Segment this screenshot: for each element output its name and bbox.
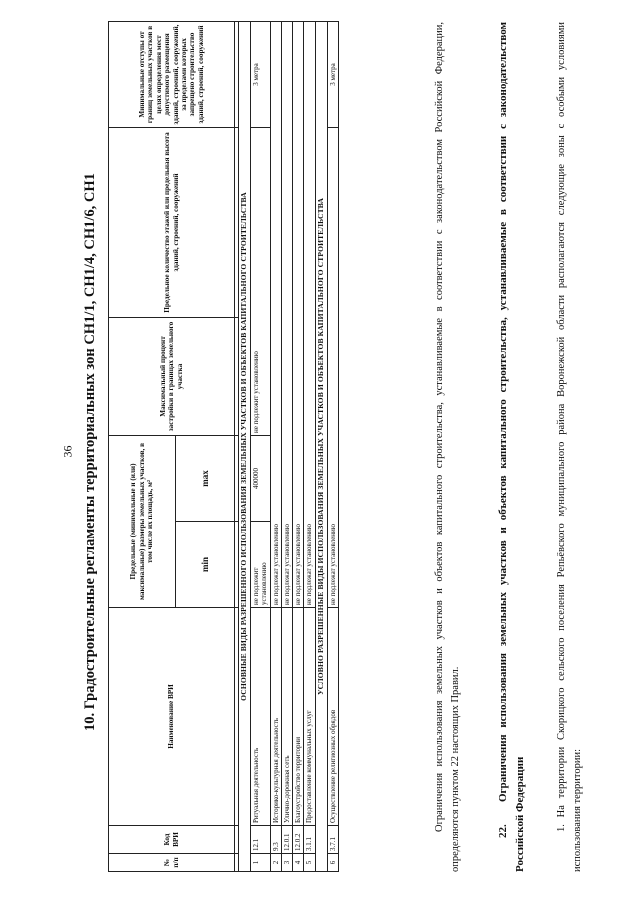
cell-setback: 3 метра (327, 21, 338, 127)
section-22-text: Ограничения использования земельных участков и объектов капитального строительства, устанавливаемые в соответствии с законодательством Российской Федерации (497, 22, 527, 872)
page-title: 10. Градостроительные регламенты территориальных зон СН1/1, СН1/4, СН1/6, СН1 (82, 173, 98, 731)
cell-min: не подлежит установлению (251, 522, 271, 608)
paragraph-restrictions: Ограничения использования земельных участков и объектов капитального строительства, устанавливаемые в соответствии с законодательством Российской Федерации, определяются пунктом 22 настоящих Правил. (434, 22, 462, 872)
table-row (304, 21, 315, 871)
header-code: Код ВРИ (109, 826, 235, 854)
section-row-conditional (315, 21, 327, 871)
section-heading-main: ОСНОВНЫЕ ВИДЫ РАЗРЕШЕННОГО ИСПОЛЬЗОВАНИЯ ЗЕМЕЛЬНЫХ УЧАСТКОВ И ОБЪЕКТОВ КАПИТАЛЬНОГО СТРОИТЕЛЬСТВА (239, 21, 251, 871)
cell-code: 12.0.2 (293, 826, 304, 854)
cell-code: 12.0.1 (281, 826, 292, 854)
table-row (251, 21, 271, 871)
cell-max: 400000 (251, 435, 271, 521)
cell-setback: 3 метра (251, 21, 271, 127)
table-header-row (109, 21, 176, 871)
regulations-table (108, 21, 339, 872)
cell-code: 3.1.1 (304, 826, 315, 854)
header-floors: Предельное количество этажей или предельная высота зданий, строений, сооружений (109, 127, 235, 317)
cell-code: 12.1 (251, 826, 271, 854)
header-name: Наименование ВРИ (109, 608, 235, 826)
cell-not-set: не подлежат установлению (304, 21, 315, 607)
cell-num: 3 (281, 854, 292, 872)
cell-code: 3.7.1 (327, 826, 338, 854)
cell-num: 5 (304, 854, 315, 872)
header-num: № п/п (109, 854, 235, 872)
cell-not-set: не подлежат установлению (293, 21, 304, 607)
header-area: Предельные (минимальные и (или) максимальные) размеры земельных участков, в том числе их площадь, м² (109, 435, 176, 607)
section-row-main (239, 21, 251, 871)
cell-num: 4 (293, 854, 304, 872)
cell-not-set: не подлежат установлению (327, 127, 338, 607)
cell-name: Предоставление коммунальных услуг (304, 608, 315, 826)
cell-name: Осуществление религиозных обрядов (327, 608, 338, 826)
header-min: min (176, 522, 235, 608)
cell-num: 1 (251, 854, 271, 872)
table-row (270, 21, 281, 871)
page-number: 36 (60, 445, 75, 458)
cell-name: Благоустройство территории (293, 608, 304, 826)
section-22-number: 22. (497, 824, 509, 838)
table-row (327, 21, 338, 871)
section-22-heading (495, 22, 529, 872)
cell-num: 6 (327, 854, 338, 872)
cell-not-set: не подлежат установлению (281, 21, 292, 607)
cell-name: Ритуальная деятельность (251, 608, 271, 826)
cell-name: Улично-дорожная сеть (281, 608, 292, 826)
section-heading-conditional: УСЛОВНО РАЗРЕШЕННЫЕ ВИДЫ ИСПОЛЬЗОВАНИЯ ЗЕМЕЛЬНЫХ УЧАСТКОВ И ОБЪЕКТОВ КАПИТАЛЬНОГО СТРОИТЕЛЬСТВА (315, 21, 327, 871)
cell-name: Историко-культурная деятельность (270, 608, 281, 826)
cell-num: 2 (270, 854, 281, 872)
cell-percent: не подлежит установлению (251, 127, 271, 435)
regulations-table-wrapper (108, 22, 339, 872)
header-max: max (176, 435, 235, 521)
table-row (293, 21, 304, 871)
page-content (80, 12, 640, 892)
cell-not-set: не подлежат установлению (270, 21, 281, 607)
cell-code: 9.3 (270, 826, 281, 854)
table-row (281, 21, 292, 871)
header-setback: Минимальные отступы от границ земельных участков в целях определения мест допустимого размещения зданий, строений, сооружений, за пределами которых запрещено строительство зданий, строений, сооружений (109, 21, 235, 127)
paragraph-zones: 1. На территории Скорицкого сельского поселения Репьёвского муниципального района Воронежской области располагаются следующие зоны с особыми условиями использования территории: (556, 22, 584, 872)
header-percent: Максимальный процент застройки в границах земельного участка (109, 317, 235, 435)
rotated-landscape-content (80, 12, 640, 892)
